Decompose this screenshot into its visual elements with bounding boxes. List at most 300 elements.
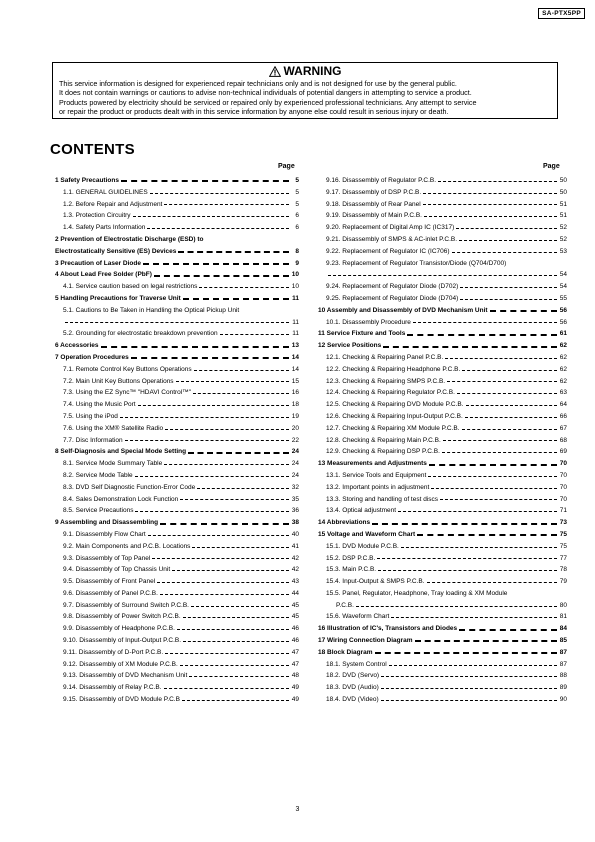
toc-leader-dots <box>490 310 557 312</box>
toc-entry[interactable] <box>55 470 299 482</box>
model-number-box <box>538 8 585 19</box>
toc-entry-title: 1.1. GENERAL GUIDELINES <box>63 188 148 196</box>
toc-entry-page: 16 <box>291 389 299 397</box>
toc-entry[interactable] <box>55 494 299 506</box>
toc-entry-page: 5 <box>295 188 299 196</box>
toc-entry[interactable] <box>318 187 567 199</box>
toc-entry[interactable] <box>55 611 299 623</box>
toc-leader-dots <box>194 370 289 371</box>
toc-leader-dots <box>372 523 557 525</box>
toc-entry[interactable] <box>318 458 567 470</box>
toc-entry-title: 15.6. Waveform Chart <box>326 613 390 621</box>
toc-entry[interactable] <box>318 234 567 246</box>
toc-entry-page: 50 <box>559 188 567 196</box>
toc-entry-page: 19 <box>291 412 299 420</box>
toc-leader-dots <box>164 204 289 205</box>
toc-entry-title: 2 Prevention of Electrostatic Discharge (ESD) to <box>55 235 204 243</box>
toc-leader-dots <box>391 617 557 618</box>
toc-leader-dots <box>191 606 289 607</box>
toc-entry[interactable] <box>55 635 299 647</box>
toc-leader-dots <box>440 499 557 500</box>
toc-entry[interactable] <box>318 258 567 270</box>
toc-entry-page: 13 <box>291 342 299 350</box>
toc-entry[interactable] <box>55 293 299 305</box>
toc-entry[interactable] <box>318 305 567 317</box>
toc-entry-title: 9.21. Disassembly of SMPS & AC-inlet P.C.B. <box>326 235 458 243</box>
toc-entry-title: 7.2. Main Unit Key Buttons Operations <box>63 377 174 385</box>
toc-entry-page: 43 <box>291 578 299 586</box>
toc-entry-title: 7.5. Using the iPod <box>63 412 118 420</box>
toc-entry-page: 24 <box>291 471 299 479</box>
toc-entry[interactable] <box>55 258 299 270</box>
toc-leader-dots <box>423 204 557 205</box>
toc-entry-title: 8.2. Service Mode Table <box>63 471 133 479</box>
toc-entry-page: 11 <box>292 318 299 326</box>
toc-leader-dots <box>152 558 289 559</box>
toc-entry-title: 13.4. Optical adjustment <box>326 507 397 515</box>
toc-entry[interactable] <box>318 210 567 222</box>
toc-entry[interactable] <box>55 246 299 258</box>
toc-entry[interactable] <box>318 576 567 588</box>
toc-leader-dots <box>459 240 557 241</box>
toc-entry-title: 13 Measurements and Adjustments <box>318 460 427 468</box>
toc-entry[interactable] <box>318 317 567 329</box>
toc-leader-dots <box>172 570 289 571</box>
toc-entry[interactable] <box>55 234 299 246</box>
toc-leader-dots <box>462 370 557 371</box>
toc-entry-page: 42 <box>291 554 299 562</box>
toc-leader-dots <box>220 334 289 335</box>
toc-entry-page: 61 <box>559 330 567 338</box>
toc-leader-dots <box>466 405 557 406</box>
toc-entry-title: 12.5. Checking & Repairing DVD Module P.C.B. <box>326 401 464 409</box>
toc-entry[interactable] <box>55 199 299 211</box>
toc-leader-dots <box>415 640 557 642</box>
toc-leader-dots <box>193 393 289 394</box>
toc-leader-dots <box>164 688 289 689</box>
toc-entry-title: 12.6. Checking & Repairing Input-Output P.C.B. <box>326 412 463 420</box>
toc-leader-dots <box>465 417 557 418</box>
toc-entry[interactable] <box>55 600 299 612</box>
toc-entry[interactable] <box>318 446 567 458</box>
toc-entry[interactable] <box>55 423 299 435</box>
toc-entry-page: 70 <box>559 460 567 468</box>
toc-entry-title: 7.6. Using the XM® Satellite Radio <box>63 424 164 432</box>
toc-leader-dots <box>143 263 289 265</box>
toc-entry-title: 9.20. Replacement of Digital Amp IC (IC317) <box>326 224 455 232</box>
toc-leader-dots <box>165 429 289 430</box>
toc-entry-title: 12.1. Checking & Repairing Panel P.C.B. <box>326 353 444 361</box>
toc-entry-page: 22 <box>291 436 299 444</box>
toc-entry[interactable] <box>55 175 299 187</box>
toc-leader-dots <box>182 700 289 701</box>
toc-entry-page: 24 <box>291 460 299 468</box>
toc-entry[interactable] <box>55 458 299 470</box>
toc-entry[interactable] <box>55 364 299 376</box>
toc-entry[interactable] <box>318 328 567 340</box>
toc-entry[interactable] <box>55 517 299 529</box>
toc-entry[interactable] <box>55 210 299 222</box>
toc-leader-dots <box>183 617 289 618</box>
toc-leader-dots <box>154 275 289 277</box>
warning-line: This service information is designed for experienced repair technicians only and is not designed for use by the general public. <box>59 79 457 88</box>
toc-leader-dots <box>413 322 557 323</box>
toc-leader-dots <box>407 334 557 336</box>
toc-entry-page: 71 <box>559 507 567 515</box>
toc-entry-page: 70 <box>559 483 567 491</box>
toc-entry-page: 66 <box>559 412 567 420</box>
toc-leader-dots <box>417 534 557 536</box>
toc-entry-title: 7 Operation Procedures <box>55 353 129 361</box>
toc-entry-page: 42 <box>291 566 299 574</box>
toc-entry-page: 35 <box>291 495 299 503</box>
toc-entry[interactable] <box>318 246 567 258</box>
toc-entry-title: 9.5. Disassembly of Front Panel <box>63 578 156 586</box>
toc-entry[interactable] <box>318 694 567 706</box>
contents-title: CONTENTS <box>50 141 135 158</box>
toc-entry[interactable] <box>55 482 299 494</box>
toc-entry[interactable] <box>55 446 299 458</box>
toc-leader-dots <box>438 181 557 182</box>
toc-entry[interactable] <box>318 175 567 187</box>
toc-entry[interactable] <box>55 352 299 364</box>
toc-entry[interactable] <box>318 529 567 541</box>
toc-entry[interactable] <box>55 187 299 199</box>
toc-entry[interactable] <box>55 269 299 281</box>
toc-entry[interactable] <box>318 541 567 553</box>
toc-leader-dots <box>121 180 289 182</box>
toc-entry-title: 15 Voltage and Waveform Chart <box>318 530 416 538</box>
warning-line: or repair the product or products dealt with in this service information by anyone else could result in serious injury or death. <box>59 107 449 117</box>
toc-entry-page: 10 <box>291 271 299 279</box>
toc-leader-dots <box>460 287 557 288</box>
toc-entry[interactable] <box>55 564 299 576</box>
toc-entry-title: 12.4. Checking & Repairing Regulator P.C.B. <box>326 389 455 397</box>
toc-entry-title: 9.18. Disassembly of Rear Panel <box>326 200 421 208</box>
toc-entry-title: 9.8. Disassembly of Power Switch P.C.B. <box>63 613 181 621</box>
toc-entry-page: 51 <box>559 212 567 220</box>
toc-leader-dots <box>120 417 289 418</box>
toc-entry-title: 9.10. Disassembly of Input-Output P.C.B. <box>63 637 182 645</box>
warning-heading <box>59 65 551 78</box>
toc-entry-title: 13.1. Service Tools and Equipment <box>326 471 427 479</box>
toc-entry-title: 15.2. DSP P.C.B. <box>326 554 376 562</box>
toc-entry-title: 3 Precaution of Laser Diode <box>55 259 141 267</box>
toc-entry-title: 8.5. Service Precautions <box>63 507 134 515</box>
toc-entry-page: 46 <box>291 637 299 645</box>
toc-entry-page: 32 <box>291 483 299 491</box>
toc-entry-page: 54 <box>559 271 567 279</box>
toc-leader-dots <box>135 476 289 477</box>
toc-entry-title: 9.15. Disassembly of DVD Module P.C.B <box>63 696 180 704</box>
toc-entry[interactable] <box>55 659 299 671</box>
toc-entry[interactable] <box>318 623 567 635</box>
toc-entry-page: 78 <box>559 566 567 574</box>
toc-leader-dots <box>378 570 557 571</box>
toc-leader-dots <box>133 216 289 217</box>
toc-entry-page: 70 <box>559 471 567 479</box>
toc-entry[interactable] <box>318 494 567 506</box>
toc-entry[interactable] <box>55 576 299 588</box>
toc-leader-dots <box>381 700 557 701</box>
toc-entry[interactable] <box>318 364 567 376</box>
toc-entry[interactable] <box>318 352 567 364</box>
toc-entry-page: 62 <box>559 377 567 385</box>
toc-entry-title: 9.12. Disassembly of XM Module P.C.B. <box>63 660 178 668</box>
toc-leader-dots <box>389 665 557 666</box>
toc-leader-dots <box>157 582 289 583</box>
toc-entry[interactable] <box>318 682 567 694</box>
toc-leader-dots <box>197 488 289 489</box>
toc-entry[interactable] <box>318 435 567 447</box>
toc-entry-page: 50 <box>559 177 567 184</box>
toc-leader-dots <box>442 452 557 453</box>
toc-leader-dots <box>398 511 557 512</box>
toc-leader-dots <box>377 558 557 559</box>
toc-entry-title: 4.1. Service caution based on legal restrictions <box>63 283 198 291</box>
toc-entry-page: 52 <box>559 224 567 232</box>
toc-entry[interactable] <box>55 647 299 659</box>
toc-leader-dots <box>148 535 289 536</box>
toc-entry[interactable] <box>318 517 567 529</box>
toc-entry-page: 81 <box>559 613 567 621</box>
toc-entry[interactable] <box>318 399 567 411</box>
toc-entry-page: 70 <box>559 495 567 503</box>
toc-entry-page: 68 <box>559 436 567 444</box>
toc-entry-title: 9.9. Disassembly of Headphone P.C.B. <box>63 625 175 633</box>
toc-entry[interactable] <box>55 588 299 600</box>
toc-entry-page: 80 <box>559 601 567 609</box>
toc-entry-title: 9.14. Disassembly of Relay P.C.B. <box>63 684 162 692</box>
toc-leader-dots <box>189 676 289 677</box>
toc-leader-dots <box>192 547 289 548</box>
toc-entry[interactable] <box>318 199 567 211</box>
toc-entry-page: 6 <box>295 224 299 232</box>
toc-entry[interactable] <box>55 541 299 553</box>
toc-entry[interactable] <box>55 281 299 293</box>
toc-entry-title: 4 About Lead Free Solder (PbF) <box>55 271 152 279</box>
toc-entry[interactable] <box>318 553 567 565</box>
toc-entry-title: 9.25. Replacement of Regulator Diode (D704) <box>326 294 459 302</box>
toc-entry-title: 9.19. Disassembly of Main P.C.B. <box>326 212 422 220</box>
toc-right-column <box>318 175 567 706</box>
toc-entry-page: 14 <box>291 353 299 361</box>
toc-entry[interactable] <box>55 623 299 635</box>
left-page-label: Page <box>278 163 295 170</box>
toc-entry[interactable] <box>318 387 567 399</box>
toc-leader-dots <box>125 440 289 441</box>
toc-entry-page: 14 <box>291 365 299 373</box>
toc-entry[interactable] <box>318 411 567 423</box>
toc-entry-page: 5 <box>295 200 299 208</box>
toc-entry[interactable] <box>318 600 567 612</box>
toc-entry-page: 85 <box>559 637 567 645</box>
toc-leader-dots <box>328 275 557 276</box>
warning-line: Products powered by electricity should be serviced or repaired only by experienced professional technicians. Any attempt to service <box>59 97 477 107</box>
toc-entry[interactable] <box>318 647 567 659</box>
toc-entry-page: 47 <box>291 660 299 668</box>
toc-entry-title: 8.3. DVD Self Diagnostic Function-Error Code <box>63 483 196 491</box>
toc-entry-title: 9.6. Disassembly of Panel P.C.B. <box>63 589 158 597</box>
toc-entry[interactable] <box>318 635 567 647</box>
toc-entry-page: 15 <box>291 377 299 385</box>
toc-entry[interactable] <box>318 293 567 305</box>
toc-leader-dots <box>138 405 289 406</box>
toc-entry-title: 12.8. Checking & Repairing Main P.C.B. <box>326 436 441 444</box>
toc-entry[interactable] <box>55 670 299 682</box>
toc-entry-title: 13.3. Storing and handling of test discs <box>326 495 439 503</box>
right-page-label: Page <box>543 163 560 170</box>
toc-leader-dots <box>427 582 557 583</box>
toc-entry-page: 90 <box>559 696 567 704</box>
toc-leader-dots <box>424 216 557 217</box>
toc-entry[interactable] <box>318 482 567 494</box>
toc-entry-page: 62 <box>559 365 567 373</box>
toc-entry-page: 8 <box>295 247 299 255</box>
toc-entry-page: 36 <box>291 507 299 515</box>
toc-entry[interactable] <box>318 470 567 482</box>
toc-leader-dots <box>135 511 289 512</box>
toc-entry[interactable] <box>55 411 299 423</box>
toc-leader-dots <box>183 298 289 300</box>
toc-entry[interactable] <box>55 317 299 329</box>
toc-leader-dots <box>443 440 557 441</box>
toc-entry-title: Electrostatically Sensitive (ES) Devices <box>55 247 177 255</box>
toc-entry[interactable] <box>318 588 567 600</box>
toc-entry-title: 9 Assembling and Disassembling <box>55 519 159 527</box>
toc-leader-dots <box>150 193 289 194</box>
warning-triangle-icon <box>269 66 281 77</box>
toc-entry[interactable] <box>318 611 567 623</box>
toc-entry[interactable] <box>55 505 299 517</box>
toc-entry-page: 5 <box>295 177 299 184</box>
toc-entry[interactable] <box>55 387 299 399</box>
toc-leader-dots <box>375 652 557 654</box>
toc-entry-page: 73 <box>559 519 567 527</box>
toc-entry-title: 13.2. Important points in adjustment <box>326 483 430 491</box>
toc-entry[interactable] <box>55 328 299 340</box>
toc-leader-dots <box>160 523 289 525</box>
toc-entry[interactable] <box>318 670 567 682</box>
toc-entry-title: 8.1. Service Mode Summary Table <box>63 460 163 468</box>
toc-entry-page: 54 <box>559 283 567 291</box>
toc-entry[interactable] <box>318 659 567 671</box>
toc-entry[interactable] <box>55 340 299 352</box>
toc-entry-title: 8.4. Sales Demonstration Lock Function <box>63 495 179 503</box>
toc-entry-title: 7.4. Using the Music Port <box>63 401 136 409</box>
toc-entry-page: 44 <box>291 589 299 597</box>
toc-entry-page: 10 <box>291 283 299 291</box>
toc-leader-dots <box>199 287 289 288</box>
toc-entry-title: 12 Service Positions <box>318 342 382 350</box>
toc-entry-page: 11 <box>292 330 299 338</box>
toc-entry-page: 88 <box>559 672 567 680</box>
toc-entry-page: 40 <box>291 530 299 538</box>
toc-leader-dots <box>180 665 289 666</box>
toc-leader-dots <box>356 606 557 607</box>
toc-entry-page: 45 <box>291 613 299 621</box>
toc-entry[interactable] <box>318 423 567 435</box>
warning-box <box>52 62 558 119</box>
toc-entry-title: 10 Assembly and Disassembly of DVD Mechanism Unit <box>318 306 488 314</box>
toc-entry-title: 5.2. Grounding for electrostatic breakdown prevention <box>63 330 218 338</box>
toc-entry[interactable] <box>55 694 299 706</box>
toc-entry-page: 9 <box>295 259 299 267</box>
toc-entry-title: 12.3. Checking & Repairing SMPS P.C.B. <box>326 377 446 385</box>
toc-entry-page: 38 <box>291 519 299 527</box>
toc-entry-title: 9.11. Disassembly of D-Port P.C.B. <box>63 648 164 656</box>
toc-entry-title: 9.13. Disassembly of DVD Mechanism Unit <box>63 672 188 680</box>
toc-leader-dots <box>147 228 289 229</box>
toc-entry[interactable] <box>55 553 299 565</box>
toc-leader-dots <box>445 358 557 359</box>
toc-entry-title: 11 Service Fixture and Tools <box>318 330 406 338</box>
toc-entry[interactable] <box>55 529 299 541</box>
toc-entry[interactable] <box>318 340 567 352</box>
toc-entry-page: 79 <box>559 578 567 586</box>
toc-entry-page: 52 <box>559 235 567 243</box>
toc-entry-title: 15.3. Main P.C.B. <box>326 566 377 574</box>
toc-entry[interactable] <box>55 399 299 411</box>
toc-entry[interactable] <box>55 682 299 694</box>
toc-entry[interactable] <box>55 222 299 234</box>
warning-line: It does not contain warnings or cautions to advise non-technical individuals of potential dangers in attempting to service a product. <box>59 88 472 98</box>
toc-entry[interactable] <box>318 376 567 388</box>
toc-entry[interactable] <box>55 435 299 447</box>
toc-entry[interactable] <box>318 505 567 517</box>
page-number: 3 <box>295 806 300 813</box>
toc-entry[interactable] <box>318 281 567 293</box>
toc-entry-title: 1.2. Before Repair and Adjustment <box>63 200 163 208</box>
toc-entry-page: 20 <box>291 424 299 432</box>
toc-entry-page: 6 <box>295 212 299 220</box>
toc-entry-title: 7.7. Disc Information <box>63 436 123 444</box>
toc-leader-dots <box>160 594 289 595</box>
toc-entry[interactable] <box>55 305 299 317</box>
toc-leader-dots <box>65 322 289 323</box>
toc-entry-title: 5.1. Cautions to Be Taken in Handling the Optical Pickup Unit <box>63 306 240 314</box>
toc-entry-title: 9.4. Disassembly of Top Chassis Unit <box>63 566 171 574</box>
toc-entry-page: 24 <box>291 448 299 456</box>
toc-entry[interactable] <box>55 376 299 388</box>
toc-entry-title: 9.2. Main Components and P.C.B. Locations <box>63 542 191 550</box>
toc-entry-title: 12.7. Checking & Repairing XM Module P.C.B. <box>326 424 460 432</box>
toc-entry-page: 41 <box>291 542 299 550</box>
toc-entry-title: 1.4. Safety Parts Information <box>63 224 146 232</box>
toc-entry-page: 67 <box>559 424 567 432</box>
toc-leader-dots <box>428 476 557 477</box>
toc-entry-title: 14 Abbreviations <box>318 519 371 527</box>
toc-entry-page: 11 <box>292 294 299 302</box>
toc-leader-dots <box>460 299 557 300</box>
toc-leader-dots <box>459 629 557 631</box>
toc-entry[interactable] <box>318 222 567 234</box>
toc-entry-title: 15.5. Panel, Regulator, Headphone, Tray loading & XM Module <box>326 589 508 597</box>
toc-entry-title: 9.23. Replacement of Regulator Transistor/Diode (Q704/D700) <box>326 259 507 267</box>
toc-entry-title: 7.3. Using the EZ Sync™ "HDAVI Control™" <box>63 389 192 397</box>
toc-leader-dots <box>164 464 289 465</box>
toc-leader-dots <box>423 193 557 194</box>
toc-entry[interactable] <box>318 564 567 576</box>
toc-leader-dots <box>183 641 289 642</box>
toc-entry-title: 9.22. Replacement of Regulator IC (IC706) <box>326 247 450 255</box>
toc-entry-page: 49 <box>291 684 299 692</box>
toc-leader-dots <box>429 464 557 466</box>
toc-entry-title: 10.1. Disassembly Procedure <box>326 318 411 326</box>
toc-entry-page: 46 <box>291 625 299 633</box>
toc-entry-page: 69 <box>559 448 567 456</box>
toc-entry[interactable] <box>318 269 567 281</box>
